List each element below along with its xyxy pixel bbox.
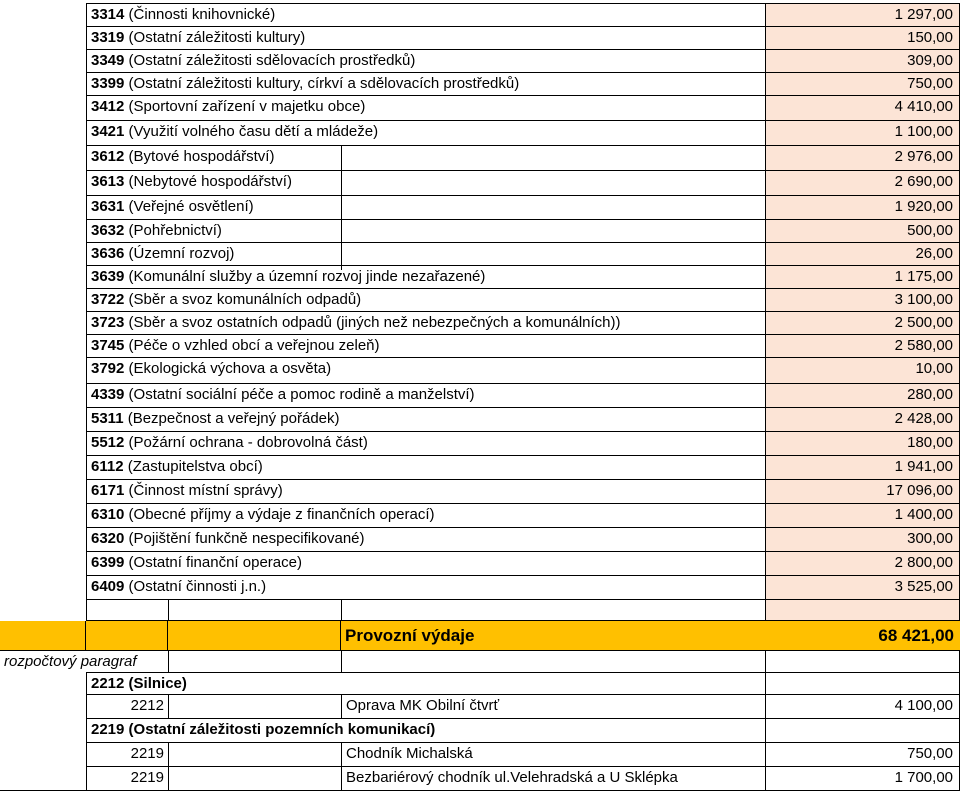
section-label: 3612 (Bytové hospodářství) — [86, 145, 765, 170]
section-label: 3632 (Pohřebnictví) — [86, 219, 765, 242]
table-row[interactable] — [0, 195, 960, 219]
section-label: 6171 (Činnost místní správy) — [86, 479, 765, 503]
section-label: 3613 (Nebytové hospodářství) — [86, 170, 765, 195]
section-label: 5512 (Požární ochrana - dobrovolná část) — [86, 431, 765, 455]
section-label: 3314 (Činnosti knihovnické) — [86, 3, 765, 26]
summary-row[interactable] — [0, 621, 960, 650]
group-header-row[interactable] — [0, 672, 960, 694]
amount-cell: 280,00 — [765, 383, 960, 407]
amount-cell: 2 690,00 — [765, 170, 960, 195]
table-row[interactable] — [0, 265, 960, 288]
amount-cell: 309,00 — [765, 49, 960, 72]
table-row[interactable] — [0, 72, 960, 95]
table-row[interactable] — [0, 479, 960, 503]
section-label: 3745 (Péče o vzhled obcí a veřejnou zeleň) — [86, 334, 765, 357]
table-row[interactable] — [0, 766, 960, 791]
group-header-row[interactable] — [0, 718, 960, 742]
section-label: 3639 (Komunální služby a územní rozvoj jinde nezařazené) — [86, 265, 765, 288]
table-row[interactable] — [0, 311, 960, 334]
table-row[interactable] — [0, 575, 960, 599]
section-label: 3349 (Ostatní záležitosti sdělovacích prostředků) — [86, 49, 765, 72]
amount-cell: 10,00 — [765, 357, 960, 383]
section-label: 3631 (Veřejné osvětlení) — [86, 195, 765, 219]
amount-cell: 2 580,00 — [765, 334, 960, 357]
table-row[interactable] — [0, 694, 960, 718]
table-row[interactable] — [0, 357, 960, 383]
amount-cell: 1 700,00 — [765, 766, 960, 790]
table-row[interactable] — [0, 145, 960, 170]
amount-cell: 150,00 — [765, 26, 960, 49]
summary-amount: 68 421,00 — [878, 626, 954, 645]
amount-cell: 2 976,00 — [765, 145, 960, 170]
table-row[interactable] — [0, 3, 960, 26]
section-label: 4339 (Ostatní sociální péče a pomoc rodině a manželství) — [86, 383, 765, 407]
section-label: 3412 (Sportovní zařízení v majetku obce) — [86, 95, 765, 120]
table-row[interactable] — [0, 383, 960, 407]
amount-cell: 2 428,00 — [765, 407, 960, 431]
group-title: 2219 (Ostatní záležitosti pozemních komunikací) — [86, 718, 765, 742]
table-row[interactable] — [0, 527, 960, 551]
amount-cell: 750,00 — [765, 742, 960, 766]
amount-cell: 1 920,00 — [765, 195, 960, 219]
table-row[interactable] — [0, 49, 960, 72]
table-row[interactable] — [0, 242, 960, 265]
empty-cell — [86, 599, 765, 621]
paragraph-header: rozpočtový paragraf — [4, 653, 137, 670]
section-label: 6112 (Zastupitelstva obcí) — [86, 455, 765, 479]
section-label: 3723 (Sběr a svoz ostatních odpadů (jiných než nebezpečných a komunálních)) — [86, 311, 765, 334]
table-row[interactable] — [0, 26, 960, 49]
table-row[interactable] — [0, 120, 960, 145]
amount-cell: 750,00 — [765, 72, 960, 95]
amount-cell: 17 096,00 — [765, 479, 960, 503]
group-title: 2212 (Silnice) — [86, 672, 765, 694]
empty-amount-cell — [765, 599, 960, 621]
table-row[interactable] — [0, 407, 960, 431]
section-label: 3319 (Ostatní záležitosti kultury) — [86, 26, 765, 49]
amount-cell: 4 100,00 — [765, 694, 960, 718]
paragraph-cell: 2219 — [86, 742, 168, 766]
table-row[interactable] — [0, 742, 960, 766]
table-row[interactable] — [0, 334, 960, 357]
table-row[interactable] — [0, 95, 960, 120]
paragraph-cell: 2219 — [86, 766, 168, 790]
description-cell: Chodník Michalská — [341, 742, 765, 766]
amount-cell: 1 100,00 — [765, 120, 960, 145]
table-row[interactable] — [0, 219, 960, 242]
table-row[interactable] — [0, 170, 960, 195]
section-label: 6320 (Pojištění funkčně nespecifikované) — [86, 527, 765, 551]
description-cell: Oprava MK Obilní čtvrť — [341, 694, 765, 718]
amount-cell: 2 500,00 — [765, 311, 960, 334]
section-label: 3636 (Územní rozvoj) — [86, 242, 765, 265]
description-cell: Bezbariérový chodník ul.Velehradská a U Sklépka — [341, 766, 765, 790]
amount-cell: 180,00 — [765, 431, 960, 455]
amount-cell: 1 297,00 — [765, 3, 960, 26]
amount-cell: 3 100,00 — [765, 288, 960, 311]
table-row[interactable] — [0, 455, 960, 479]
table-row[interactable] — [0, 431, 960, 455]
amount-cell: 500,00 — [765, 219, 960, 242]
column-divider — [341, 599, 342, 621]
table-row[interactable] — [0, 599, 960, 621]
amount-cell: 300,00 — [765, 527, 960, 551]
section-label: 3792 (Ekologická výchova a osvěta) — [86, 357, 765, 383]
section-label: 3399 (Ostatní záležitosti kultury, církví a sdělovacích prostředků) — [86, 72, 765, 95]
paragraph-cell: 2212 — [86, 694, 168, 718]
amount-cell: 1 941,00 — [765, 455, 960, 479]
column-divider — [341, 145, 342, 270]
section-label: 3421 (Využití volného času dětí a mládeže) — [86, 120, 765, 145]
section-label: 3722 (Sběr a svoz komunálních odpadů) — [86, 288, 765, 311]
table-row[interactable] — [0, 650, 960, 673]
amount-cell: 3 525,00 — [765, 575, 960, 599]
table-row[interactable] — [0, 288, 960, 311]
section-label: 6409 (Ostatní činnosti j.n.) — [86, 575, 765, 599]
amount-cell: 1 400,00 — [765, 503, 960, 527]
amount-cell: 26,00 — [765, 242, 960, 265]
table-row[interactable] — [0, 503, 960, 527]
table-row[interactable] — [0, 551, 960, 575]
amount-cell: 1 175,00 — [765, 265, 960, 288]
amount-cell: 2 800,00 — [765, 551, 960, 575]
section-label: 6399 (Ostatní finanční operace) — [86, 551, 765, 575]
column-divider — [86, 599, 87, 621]
summary-label: Provozní výdaje — [345, 626, 475, 645]
column-divider — [168, 599, 169, 621]
amount-cell: 4 410,00 — [765, 95, 960, 120]
section-label: 5311 (Bezpečnost a veřejný pořádek) — [86, 407, 765, 431]
section-label: 6310 (Obecné příjmy a výdaje z finančních operací) — [86, 503, 765, 527]
